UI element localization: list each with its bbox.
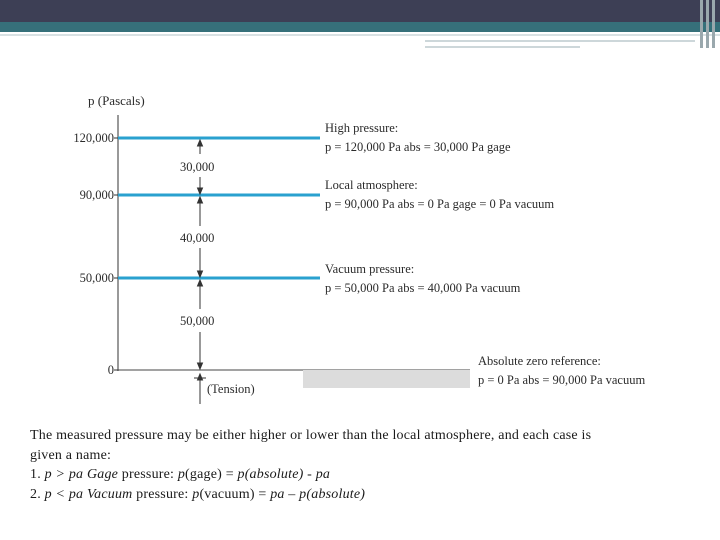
formula-symbol: p [192, 486, 200, 502]
level-title: High pressure: [325, 121, 399, 135]
tick-label: 90,000 [79, 188, 114, 202]
item-condition: p < pa Vacuum [44, 486, 133, 502]
level-title: Absolute zero reference: [478, 354, 601, 368]
formula-part: (vacuum) = [199, 486, 271, 502]
arrow-head-up [198, 197, 203, 203]
caption-item-gage [30, 465, 700, 485]
formula-part: pa – p(absolute) [270, 486, 366, 502]
tick-label: 120,000 [73, 131, 114, 145]
item-label: pressure: [132, 486, 193, 502]
formula-symbol: p [177, 467, 186, 482]
level-detail: p = 0 Pa abs = 90,000 Pa vacuum [478, 373, 646, 387]
formula-part: (gage) = [185, 467, 238, 482]
caption-text [30, 426, 700, 504]
arrow-head-up [198, 280, 203, 286]
tension-label: (Tension) [207, 382, 255, 396]
level-detail: p = 50,000 Pa abs = 40,000 Pa vacuum [325, 281, 521, 295]
caption-line: given a name: [30, 447, 112, 463]
item-condition: p > pa Gage [44, 467, 119, 482]
ground-hatch [303, 370, 470, 388]
tick-label: 0 [107, 363, 114, 377]
formula-part: p(absolute) - pa [237, 467, 331, 482]
caption-item-vacuum [30, 485, 700, 505]
caption-line: The measured pressure may be either higher or lower than the local atmosphere, and each case is [30, 428, 592, 443]
difference-label: 50,000 [180, 314, 215, 328]
level-title: Vacuum pressure: [325, 262, 415, 276]
difference-label: 30,000 [180, 160, 215, 174]
item-number: 2. [30, 486, 45, 502]
difference-label: 40,000 [180, 231, 215, 245]
level-detail: p = 120,000 Pa abs = 30,000 Pa gage [325, 140, 511, 154]
item-number: 1. [30, 467, 45, 482]
arrow-head-down [198, 271, 203, 277]
axis-title: p (Pascals) [88, 93, 145, 108]
arrow-head-down [198, 188, 203, 194]
arrow-head-up [198, 140, 203, 146]
tick-label: 50,000 [79, 271, 114, 285]
level-detail: p = 90,000 Pa abs = 0 Pa gage = 0 Pa vacuum [325, 197, 555, 211]
arrow-head-down [198, 363, 203, 369]
level-title: Local atmosphere: [325, 178, 418, 192]
item-label: pressure: [118, 467, 178, 482]
arrow-head-up [198, 374, 203, 380]
